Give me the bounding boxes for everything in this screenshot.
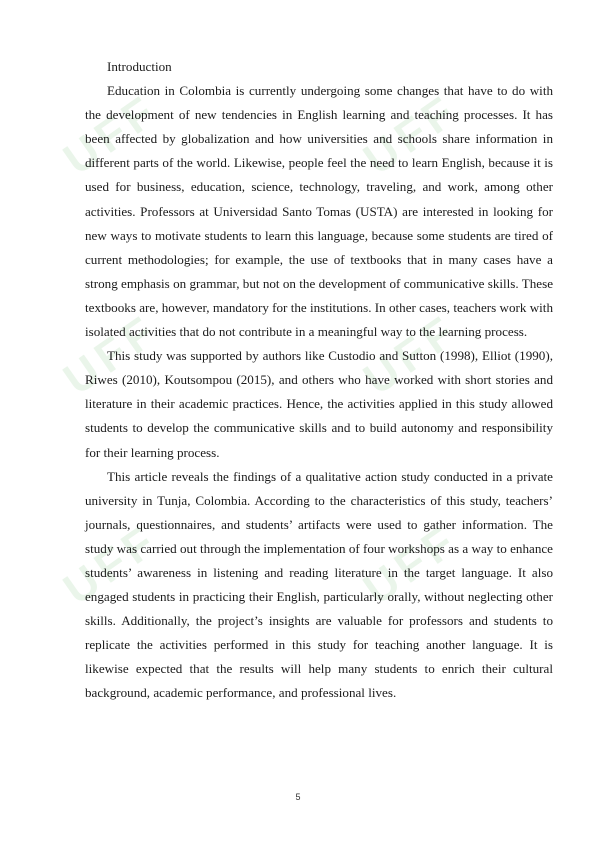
watermark: UFF xyxy=(355,514,468,615)
paragraph: Education in Colombia is currently undergoing some changes that have to do with the development of new tendencies in English learning and teaching processes. It has been affected by globalization and how universities and schools share information in different parts of the world. Likewise, people feel the need to learn English, because it is used for business, education, science, technology, traveling, and work, among other activities. Professors at Universidad Santo Tomas (USTA) are interested in looking for new ways to motivate students to learn this language, because some students are tired of current methodologies; for example, the use of textbooks that in many cases have a strong emphasis on grammar, but not on the development of communicative skills. These textbooks are, however, mandatory for the institutions. In other cases, teachers work with isolated activities that do not contribute in a meaningful way to the learning process. xyxy=(85,83,553,340)
paragraph: This article reveals the findings of a qualitative action study conducted in a private university in Tunja, Colombia. According to the characteristics of this study, teachers’ journals, questionnaires, and students’ artifacts were used to gather information. The study was carried out through the implementation of four workshops as a way to enhance students’ awareness in listening and reading literature in the target language. It also engaged students in practicing their English, particularly orally, without neglecting other skills. Additionally, the project’s insights are valuable for professors and students to replicate the activities performed in this study for teaching another language. It is likewise expected that the results will help many students to enrich their cultural background, academic performance, and professional lives. xyxy=(85,468,553,701)
section-heading: Introduction xyxy=(107,59,172,74)
watermark: UFF xyxy=(355,84,468,185)
watermark: UFF xyxy=(55,304,168,405)
document-body xyxy=(85,55,553,706)
paragraph: This study was supported by authors like Custodio and Sutton (1998), Elliot (1990), Riwes (2010), Koutsompou (2015), and others who have worked with short stories and literature in their academic practices. Hence, the activities applied in this study allowed students to develop the communicative skills and to build autonomy and responsibility for their learning process. xyxy=(85,348,553,460)
watermark: UFF xyxy=(55,84,168,185)
watermark: UFF xyxy=(355,304,468,405)
watermark: UFF xyxy=(55,514,168,615)
page-number: 5 xyxy=(295,792,301,802)
